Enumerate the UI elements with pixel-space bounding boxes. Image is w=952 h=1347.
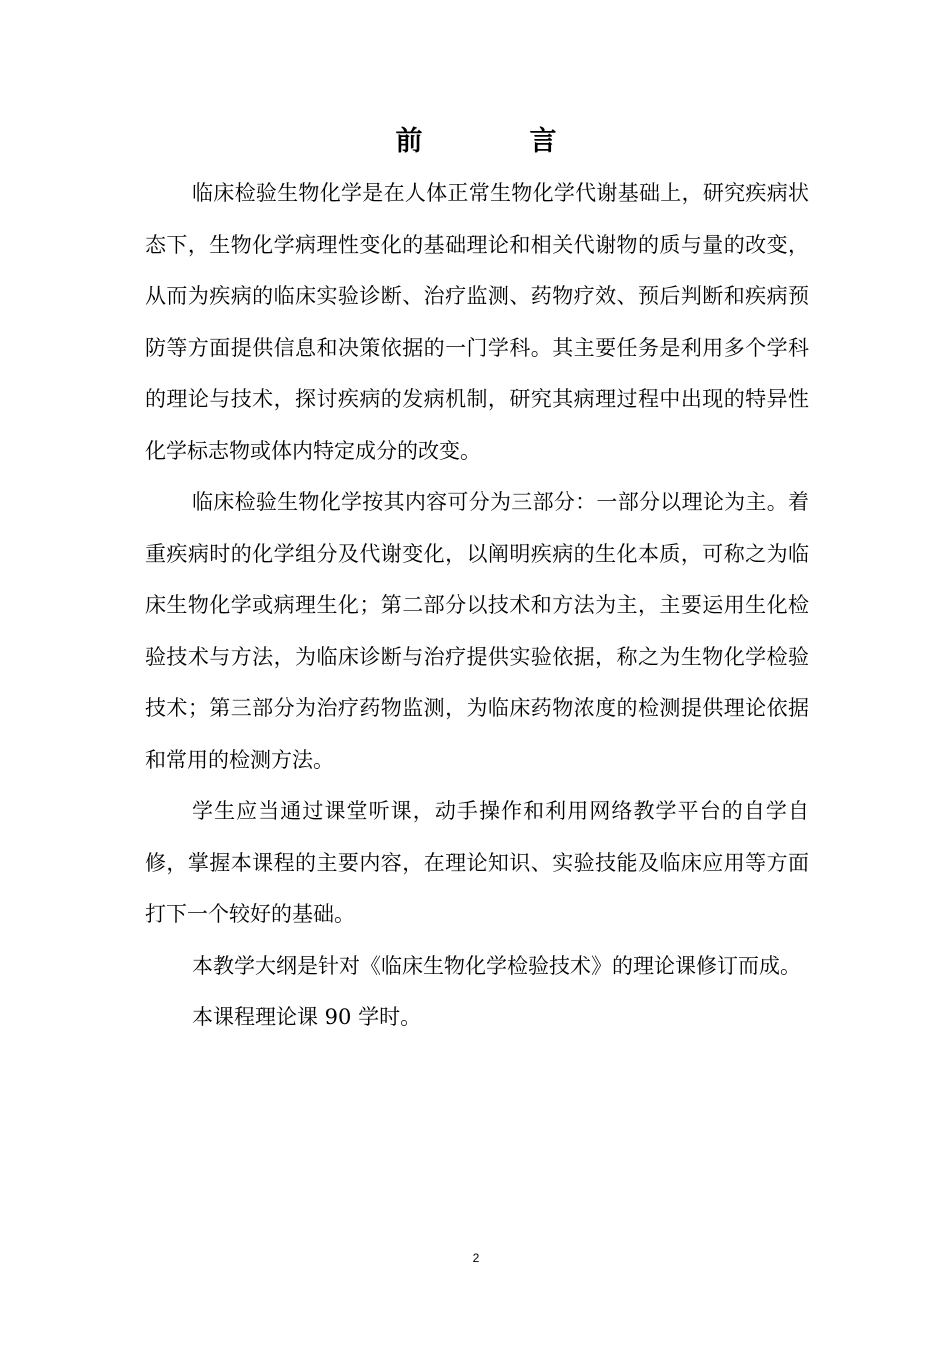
- body-text: [145, 168, 809, 1044]
- paragraph-study-method: 学生应当通过课堂听课，动手操作和利用网络教学平台的自学自修，掌握本课程的主要内容，在理论知识、实验技能及临床应用等方面打下一个较好的基础。: [145, 799, 809, 926]
- paragraph-syllabus-note: 本教学大纲是针对《临床生物化学检验技术》的理论课修订而成。: [192, 953, 801, 978]
- page-number: 2: [472, 1251, 480, 1265]
- paragraph-intro: 临床检验生物化学是在人体正常生物化学代谢基础上，研究疾病状态下，生物化学病理性变化的基础理论和相关代谢物的质与量的改变，从而为疾病的临床实验诊断、治疗监测、药物疗效、预后判断和疾病预防等方面提供信息和决策依据的一门学科。其主要任务是利用多个学科的理论与技术，探讨疾病的发病机制，研究其病理过程中出现的特异性化学标志物或体内特定成分的改变。: [145, 181, 809, 463]
- paragraph-content-parts: 临床检验生物化学按其内容可分为三部分：一部分以理论为主。着重疾病时的化学组分及代谢变化，以阐明疾病的生化本质，可称之为临床生物化学或病理生化；第二部分以技术和方法为主，主要运用生化检验技术与方法，为临床诊断与治疗提供实验依据，称之为生物化学检验技术；第三部分为治疗药物监测，为临床药物浓度的检测提供理论依据和常用的检测方法。: [145, 490, 809, 772]
- paragraph-hours: 本课程理论课 90 学时。: [192, 1005, 422, 1029]
- page-title: 前 言: [395, 126, 597, 157]
